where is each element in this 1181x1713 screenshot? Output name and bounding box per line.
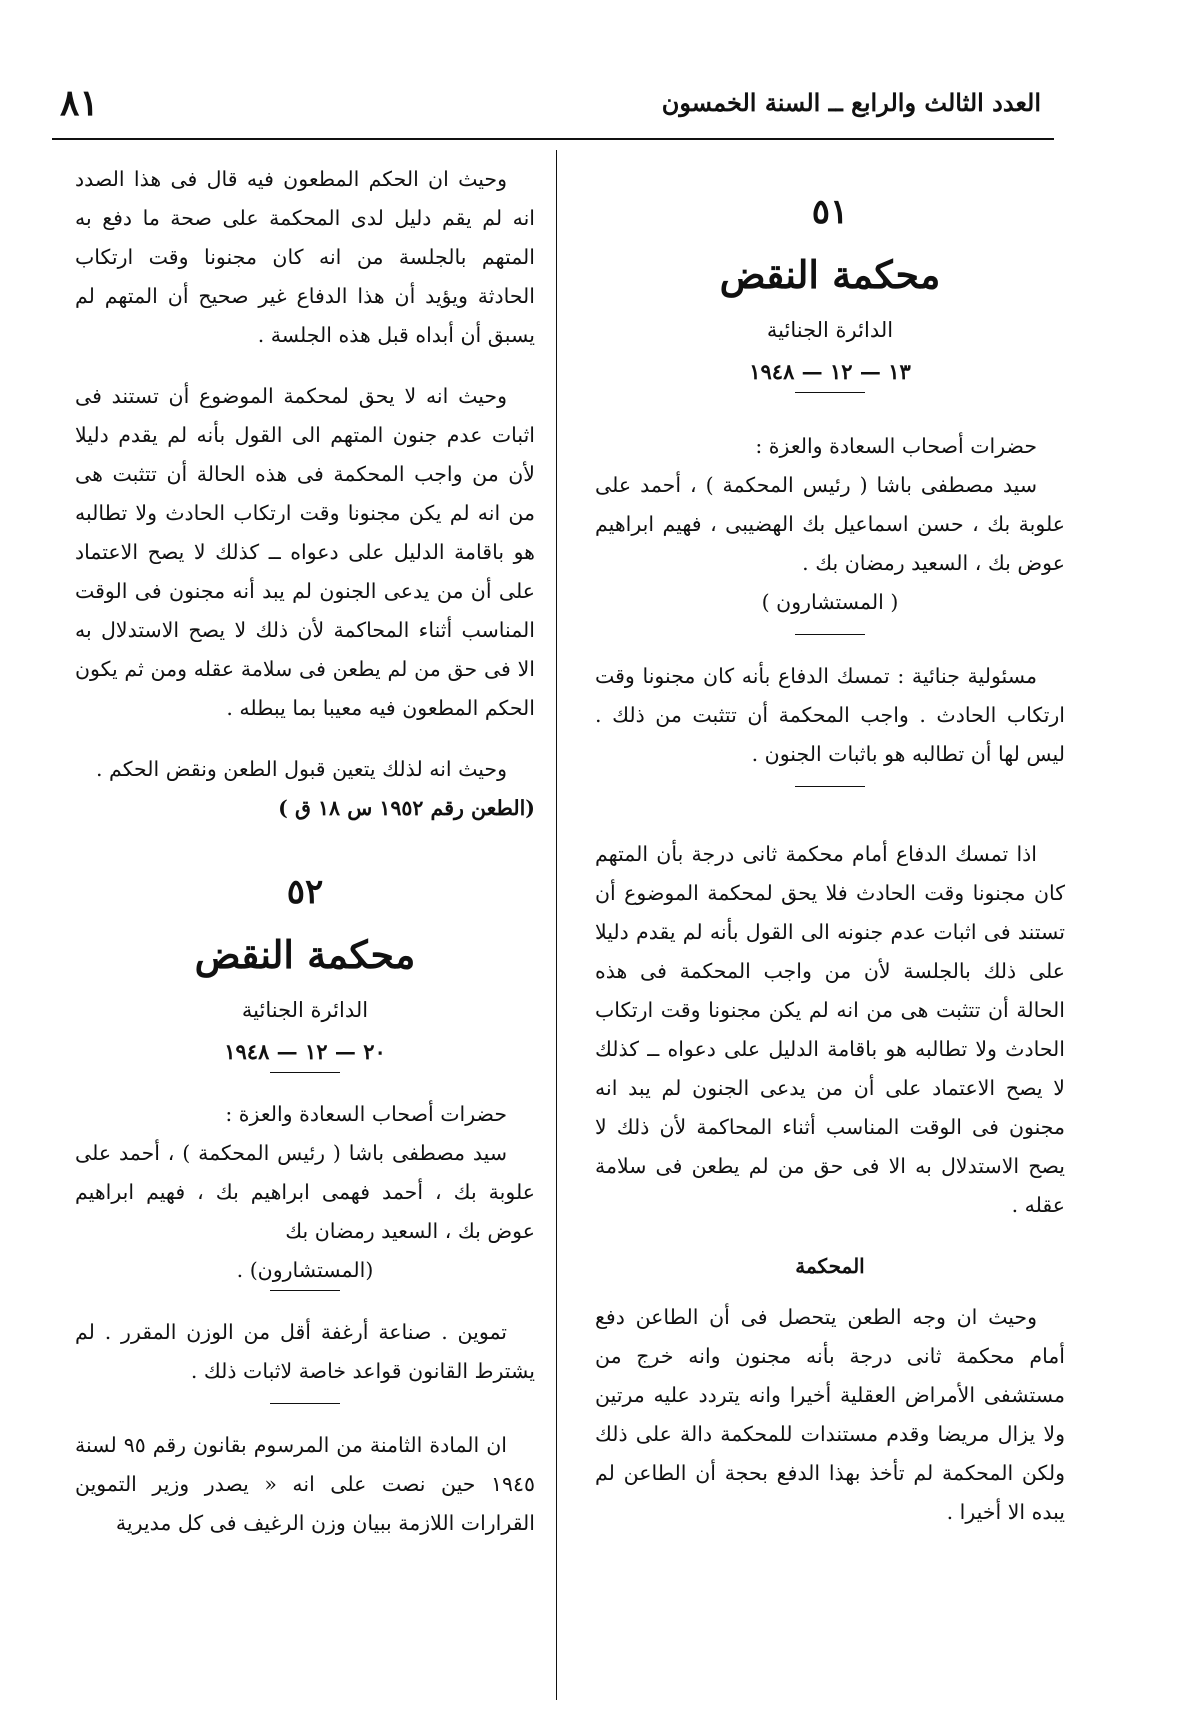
reasoning-paragraph: وحيث انه لذلك يتعين قبول الطعن ونقض الحكم . xyxy=(96,757,507,781)
right-column xyxy=(595,160,1065,1532)
case-number: ٥١ xyxy=(811,192,849,232)
case-date: ٢٠ — ١٢ — ١٩٤٨ xyxy=(224,1039,386,1064)
panel-role: ( المستشارون ) xyxy=(761,590,899,614)
court-name: محكمة النقض xyxy=(719,252,941,297)
reasoning-paragraph: وحيث ان الحكم المطعون فيه قال فى هذا الصدد انه لم يقم دليل لدى المحكمة على صحة ما دفع به المتهم بالجلسة من انه كان مجنونا وقت ارتكاب الحادثة ويؤيد أن هذا الدفاع غير صحيح أن المتهم لم يسبق أن أبداه قبل هذه الجلسة . xyxy=(75,167,535,347)
headnote: مسئولية جنائية : تمسك الدفاع بأنه كان مجنونا وقت ارتكاب الحادث . واجب المحكمة أن تتثبت من ذلك . ليس لها أن تطالبه هو باثبات الجنون . xyxy=(595,664,1065,766)
reasoning-paragraph: وحيث انه لا يحق لمحكمة الموضوع أن تستند فى اثبات عدم جنون المتهم الى القول بأنه لم يقدم دليلا لأن من واجب المحكمة فى هذه الحالة أن تتثبت هى من انه لم يكن مجنونا وقت ارتكاب الحادث ولا تطالبه هو باقامة الدليل على دعواه ــ كذلك لا يصح الاعتماد على أن من يدعى الجنون لم يبد أنه مجنون فى الوقت المناسب أثناء المحاكمة لأن ذلك لا يصح الاستدلال به الا فى حق من لم يطعن فى سلامة عقله ومن ثم يكون الحكم المطعون فيه معيبا بما يبطله . xyxy=(75,384,535,720)
case-date: ١٣ — ١٢ — ١٩٤٨ xyxy=(749,359,911,384)
panel-intro: حضرات أصحاب السعادة والعزة : xyxy=(225,1102,507,1126)
headnote: تموين . صناعة أرغفة أقل من الوزن المقرر . لم يشترط القانون قواعد خاصة لاثبات ذلك . xyxy=(75,1320,535,1383)
panel-role: (المستشارون) . xyxy=(236,1258,374,1282)
panel-members: سيد مصطفى باشا ( رئيس المحكمة ) ، أحمد على علوبة بك ، حسن اسماعيل بك الهضيبى ، فهيم ابراهيم عوض بك ، السعيد رمضان بك . xyxy=(595,473,1065,575)
appeal-reference: (الطعن رقم ١٩٥٢ س ١٨ ق ) xyxy=(278,796,535,820)
running-head xyxy=(60,82,1041,128)
body-paragraph: ان المادة الثامنة من المرسوم بقانون رقم ٩٥ لسنة ١٩٤٥ حين نصت على انه « يصدر وزير التموين القرارات اللازمة ببيان وزن الرغيف فى كل مديرية xyxy=(75,1433,535,1535)
panel-members: سيد مصطفى باشا ( رئيس المحكمة ) ، أحمد على علوبة بك ، أحمد فهمى ابراهيم بك ، فهيم ابراهيم عوض بك ، السعيد رمضان بك xyxy=(75,1141,535,1243)
legal-principle: اذا تمسك الدفاع أمام محكمة ثانى درجة بأن المتهم كان مجنونا وقت الحادث فلا يحق لمحكمة الموضوع أن تستند فى اثبات عدم جنونه الى القول بأنه لم يقدم دليلا على ذلك بالجلسة لأن من واجب المحكمة فى هذه الحالة أن تتثبت هى من انه لم يكن مجنونا وقت ارتكاب الحادث ولا تطالبه هو باقامة الدليل على دعواه ــ كذلك لا يصح الاعتماد على أن من يدعى الجنون لم يبد انه مجنون فى الوقت المناسب أثناء المحاكمة لأن ذلك لا يصح الاستدلال به الا فى حق من لم يطعن فى سلامة عقله . xyxy=(595,842,1065,1217)
running-title: العدد الثالث والرابع ــ السنة الخمسون xyxy=(661,88,1041,117)
column-divider xyxy=(556,150,557,1700)
court-heading: المحكمة xyxy=(795,1254,865,1278)
court-name: محكمة النقض xyxy=(194,932,416,977)
left-column xyxy=(75,160,535,1543)
court-division: الدائرة الجنائية xyxy=(766,318,894,342)
court-reasoning: وحيث ان وجه الطعن يتحصل فى أن الطاعن دفع أمام محكمة ثانى درجة بأنه مجنون وانه خرج من مستشفى الأمراض العقلية أخيرا وانه يتردد عليه مرتين ولا يزال مريضا وقدم مستندات للمحكمة دالة على ذلك ولكن المحكمة لم تأخذ بهذا الدفع بحجة أن الطاعن لم يبده الا أخيرا . xyxy=(595,1305,1065,1524)
page-number: ٨١ xyxy=(60,82,99,124)
court-division: الدائرة الجنائية xyxy=(241,998,369,1022)
case-number: ٥٢ xyxy=(286,872,324,912)
panel-intro: حضرات أصحاب السعادة والعزة : xyxy=(755,434,1037,458)
header-rule xyxy=(52,138,1054,140)
